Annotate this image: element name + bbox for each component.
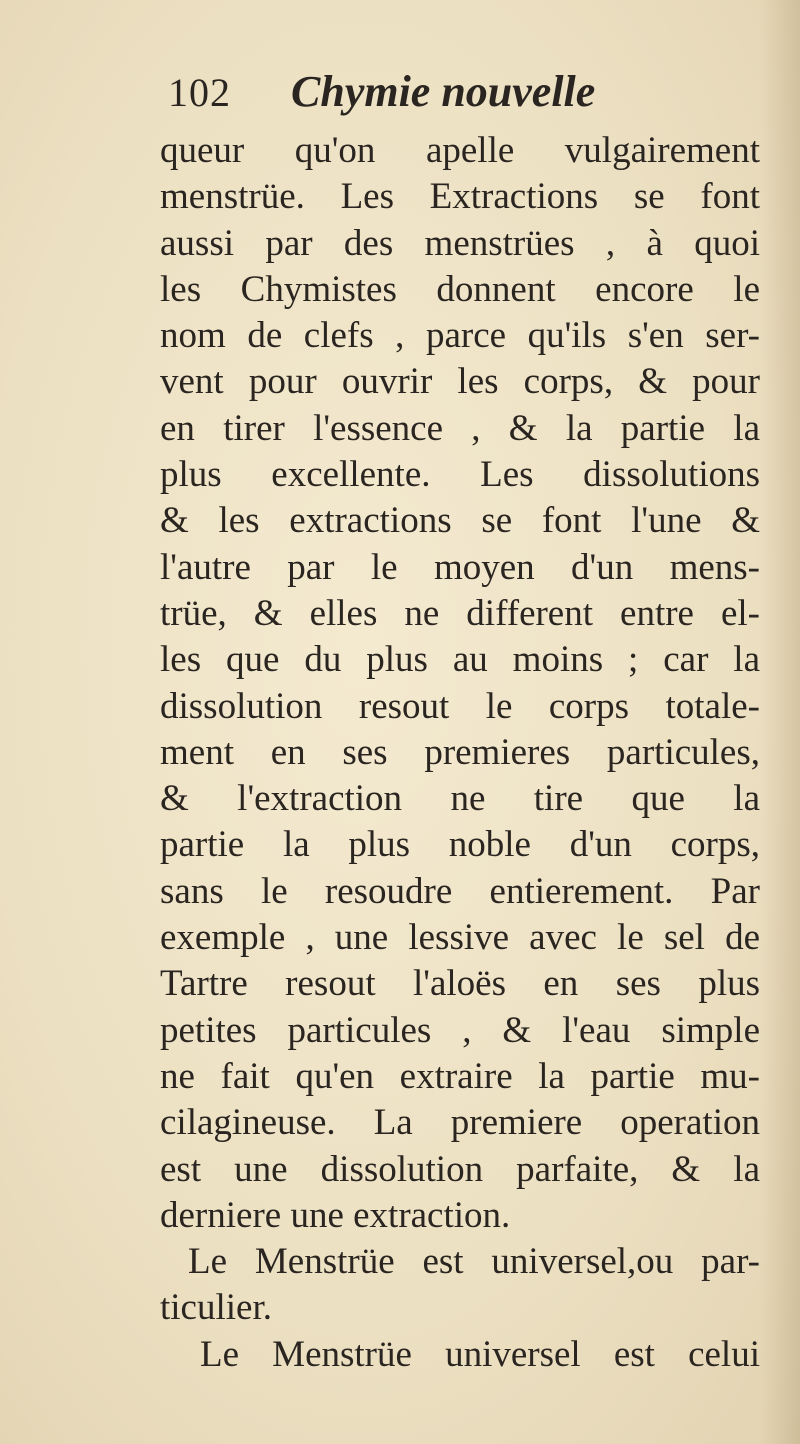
text-line: exemple , une lessive avec le sel de — [160, 917, 760, 959]
text-line: les que du plus au moins ; car la — [160, 639, 760, 681]
text-line: les Chymistes donnent encore le — [160, 268, 760, 310]
text-line: nom de clefs , parce qu'ils s'en ser- — [160, 315, 760, 357]
text-line: & l'extraction ne tire que la — [160, 778, 760, 820]
text-line: est une dissolution parfaite, & la — [160, 1148, 760, 1190]
page-header — [168, 66, 595, 136]
text-line: trüe, & elles ne different entre el- — [160, 592, 760, 634]
text-line: Le Menstrüe universel est celui — [200, 1333, 760, 1375]
text-line: queur qu'on apelle vulgairement — [160, 130, 760, 171]
page-edge-shadow — [760, 0, 800, 1444]
text-line: derniere une extraction. — [160, 1194, 511, 1236]
text-line: en tirer l'essence , & la partie la — [160, 407, 760, 449]
running-title: Chymie nouvelle — [291, 67, 596, 116]
text-line: sans le resoudre entierement. Par — [160, 870, 760, 912]
text-line: vent pour ouvrir les corps, & pour — [160, 361, 760, 403]
text-line: ticulier. — [160, 1287, 272, 1329]
text-line: Tartre resout l'aloës en ses plus — [160, 963, 760, 1005]
text-line: ment en ses premieres particules, — [160, 731, 760, 773]
body-text — [160, 128, 760, 1378]
text-line: l'autre par le moyen d'un mens- — [160, 546, 760, 588]
text-line: partie la plus noble d'un corps, — [160, 824, 760, 866]
text-line: ne fait qu'en extraire la partie mu- — [160, 1055, 760, 1097]
text-line: petites particules , & l'eau simple — [160, 1009, 760, 1051]
text-line: & les extractions se font l'une & — [160, 500, 760, 542]
text-line: cilagineuse. La premiere operation — [160, 1102, 760, 1144]
text-line: Le Menstrüe est universel,ou par- — [188, 1241, 760, 1283]
page-number: 102 — [168, 70, 231, 115]
text-line: plus excellente. Les dissolutions — [160, 454, 760, 496]
text-line: menstrüe. Les Extractions se font — [160, 176, 760, 218]
text-line: aussi par des menstrües , à quoi — [160, 222, 760, 264]
text-line: dissolution resout le corps totale- — [160, 685, 760, 727]
